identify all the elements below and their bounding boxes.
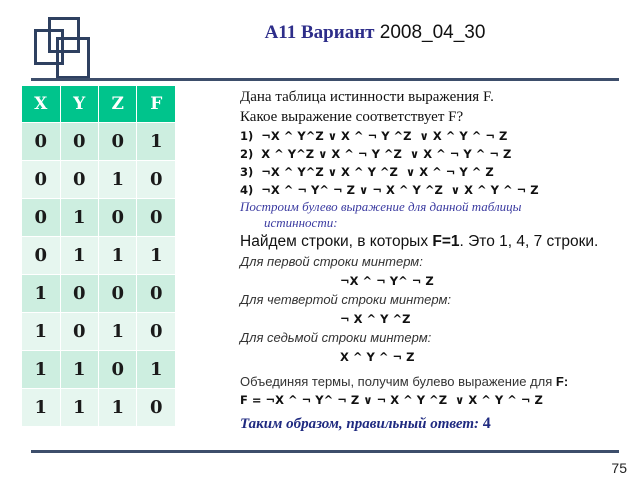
build-expression-line-2: истинности: [264,215,338,230]
column-header-f: F [137,86,176,123]
row4-label: Для четвертой строки минтерм: [240,292,451,307]
answer-value: 4 [482,415,491,432]
combine-text [240,373,630,391]
table-cell: 1 [98,313,136,351]
table-cell: 0 [22,199,61,237]
table-cell: 1 [98,161,136,199]
table-cell: 0 [98,199,136,237]
table-cell: 1 [60,237,98,275]
answer-option-3: 3) ¬X ^ Y^Z ∨ X ^ Y ^Z ∨ X ^ ¬ Y ^ Z [240,165,494,179]
table-cell: 0 [137,275,176,313]
answer-option-1: 1) ¬X ^ Y^Z ∨ X ^ ¬ Y ^Z ∨ X ^ Y ^ ¬ Z [240,129,508,143]
table-cell: 1 [137,351,176,389]
table-cell: 1 [60,389,98,427]
table-row [22,161,176,199]
table-cell: 0 [137,313,176,351]
truth-table [21,85,176,427]
table-cell: 1 [22,313,61,351]
table-cell: 0 [60,123,98,161]
table-row [22,313,176,351]
row1-label: Для первой строки минтерм: [240,254,423,269]
find-rows-suffix: . Это 1, 4, 7 строки. [459,233,599,250]
table-cell: 1 [22,389,61,427]
table-cell: 0 [22,161,61,199]
table-cell: 1 [60,351,98,389]
table-cell: 0 [137,161,176,199]
title-prefix: A11 Вариант [264,22,375,43]
table-row [22,237,176,275]
find-rows-prefix: Найдем строки, в которых [240,233,433,250]
build-expression-line-1: Построим булево выражение для данной таблицы [240,199,522,214]
page-title [195,22,555,44]
find-rows-condition: F=1 [432,233,460,250]
page-number: 75 [611,460,627,476]
answer-line [240,413,630,435]
row7-label: Для седьмой строки минтерм: [240,330,432,345]
row4-minterm: ¬ X ^ Y ^Z [340,312,411,326]
combine-text-f: F: [555,374,569,389]
table-row [22,275,176,313]
table-cell: 0 [22,237,61,275]
table-cell: 0 [98,275,136,313]
bottom-divider [31,450,619,453]
overlapping-squares-logo-icon [34,17,90,79]
question-line-1: Дана таблица истинности выражения F. [240,89,494,105]
row7-minterm: X ^ Y ^ ¬ Z [340,350,415,364]
table-row [22,199,176,237]
column-header-x: X [22,86,61,123]
table-cell: 0 [137,199,176,237]
answer-text: Таким образом, правильный ответ: [240,416,483,432]
table-cell: 0 [60,161,98,199]
table-row [22,351,176,389]
combine-text-body: Объединяя термы, получим булево выражение для [240,374,556,389]
column-header-z: Z [98,86,136,123]
table-cell: 0 [60,313,98,351]
table-cell: 1 [22,275,61,313]
table-cell: 0 [137,389,176,427]
table-cell: 1 [98,237,136,275]
table-cell: 1 [98,389,136,427]
solution-panel [240,87,630,435]
table-cell: 0 [98,123,136,161]
table-cell: 1 [22,351,61,389]
table-cell: 1 [137,237,176,275]
table-cell: 1 [137,123,176,161]
table-cell: 1 [60,199,98,237]
table-row [22,389,176,427]
table-cell: 0 [22,123,61,161]
answer-option-4: 4) ¬X ^ ¬ Y^ ¬ Z ∨ ¬ X ^ Y ^Z ∨ X ^ Y ^ ¬ Z [240,183,539,197]
question-line-2: Какое выражение соответствует F? [240,109,464,125]
answer-option-2: 2) X ^ Y^Z ∨ X ^ ¬ Y ^Z ∨ X ^ ¬ Y ^ ¬ Z [240,147,512,161]
column-header-y: Y [60,86,98,123]
table-cell: 0 [60,275,98,313]
row1-minterm: ¬X ^ ¬ Y^ ¬ Z [340,274,434,288]
title-code: 2008_04_30 [379,22,486,43]
final-formula: F = ¬X ^ ¬ Y^ ¬ Z ∨ ¬ X ^ Y ^Z ∨ X ^ Y ^ ¬ Z [240,393,543,407]
find-rows-text [240,231,630,253]
top-divider [31,78,619,81]
table-row [22,123,176,161]
table-cell: 0 [98,351,136,389]
table-header-row [22,86,176,123]
